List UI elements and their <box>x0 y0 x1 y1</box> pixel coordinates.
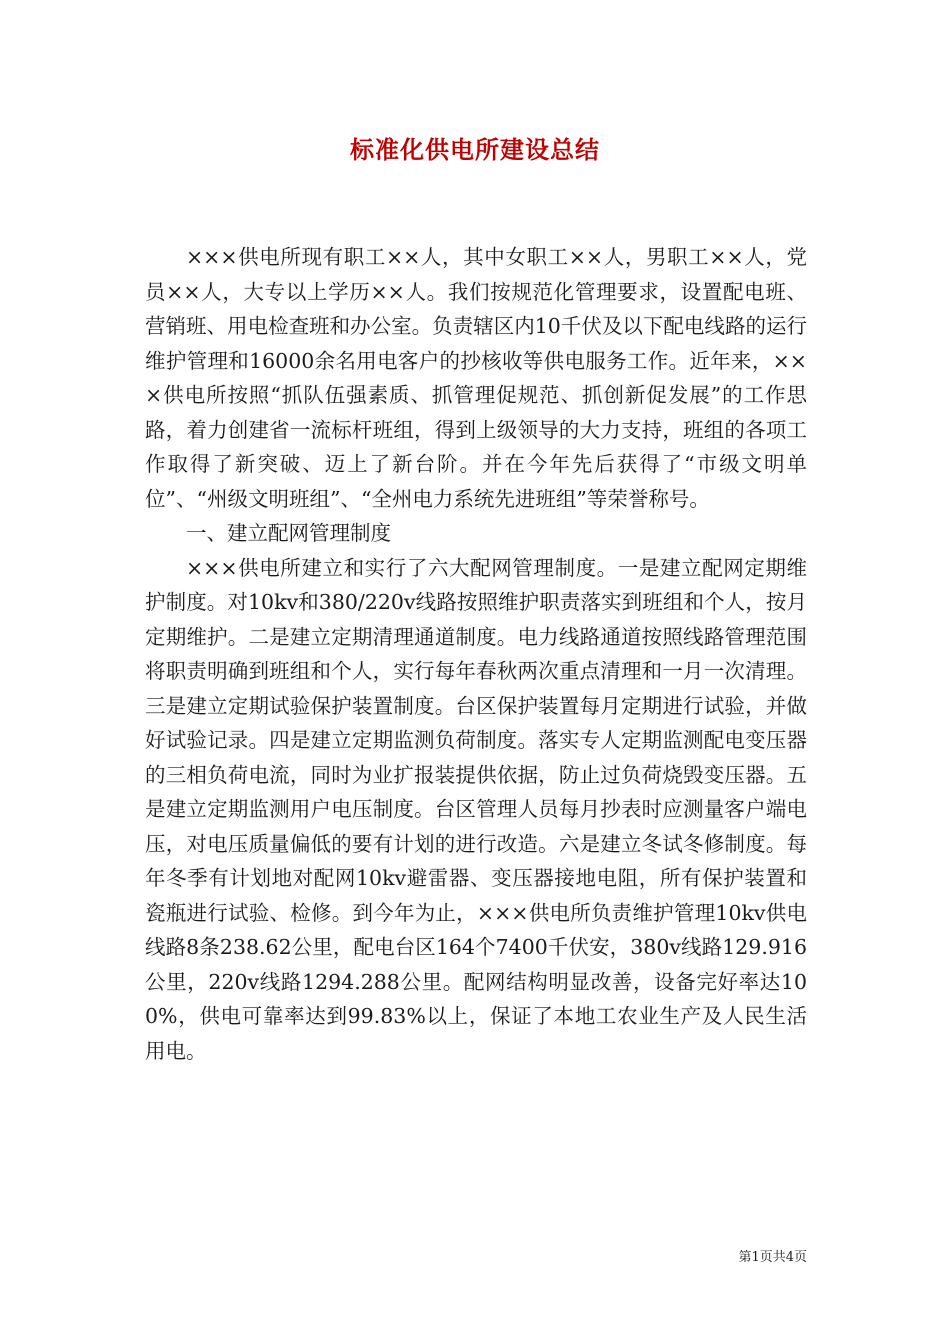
intro-paragraph: ×××供电所现有职工××人，其中女职工××人，男职工××人，党员××人，大专以上学历××人。我们按规范化管理要求，设置配电班、营销班、用电检查班和办公室。负责辖区内10千伏及以下配电线路的运行维护管理和16000余名用电客户的抄核收等供电服务工作。近年来，×××供电所按照“抓队伍强素质、抓管理促规范、抓创新促发展”的工作思路，着力创建省一流标杆班组，得到上级领导的大力支持，班组的各项工作取得了新突破、迈上了新台阶。并在今年先后获得了“市级文明单位”、“州级文明班组”、“全州电力系统先进班组”等荣誉称号。 <box>145 245 807 511</box>
section-heading: 一、建立配网管理制度 <box>186 521 391 545</box>
section-paragraph: ×××供电所建立和实行了六大配网管理制度。一是建立配网定期维护制度。对10kv和380/220v线路按照维护职责落实到班组和个人，按月定期维护。二是建立定期清理通道制度。电力线路通道按照线路管理范围将职责明确到班组和个人，实行每年春秋两次重点清理和一月一次清理。三是建立定期试验保护装置制度。台区保护装置每月定期进行试验，并做好试验记录。四是建立定期监测负荷制度。落实专人定期监测配电变压器的三相负荷电流，同时为业扩报装提供依据，防止过负荷烧毁变压器。五是建立定期监测用户电压制度。台区管理人员每月抄表时应测量客户端电压，对电压质量偏低的要有计划的进行改造。六是建立冬试冬修制度。每年冬季有计划地对配网10kv避雷器、变压器接地电阻，所有保护装置和瓷瓶进行试验、检修。到今年为止，×××供电所负责维护管理10kv供电线路8条238.62公里，配电台区164个7400千伏安，380v线路129.916公里，220v线路1294.288公里。配网结构明显改善，设备完好率达100%，供电可靠率达到99.83%以上，保证了本地工农业生产及人民生活用电。 <box>145 555 807 1063</box>
page-number: 第1页共4页 <box>738 1250 807 1265</box>
document-body <box>145 240 807 1068</box>
page-title: 标准化供电所建设总结 <box>350 135 600 164</box>
